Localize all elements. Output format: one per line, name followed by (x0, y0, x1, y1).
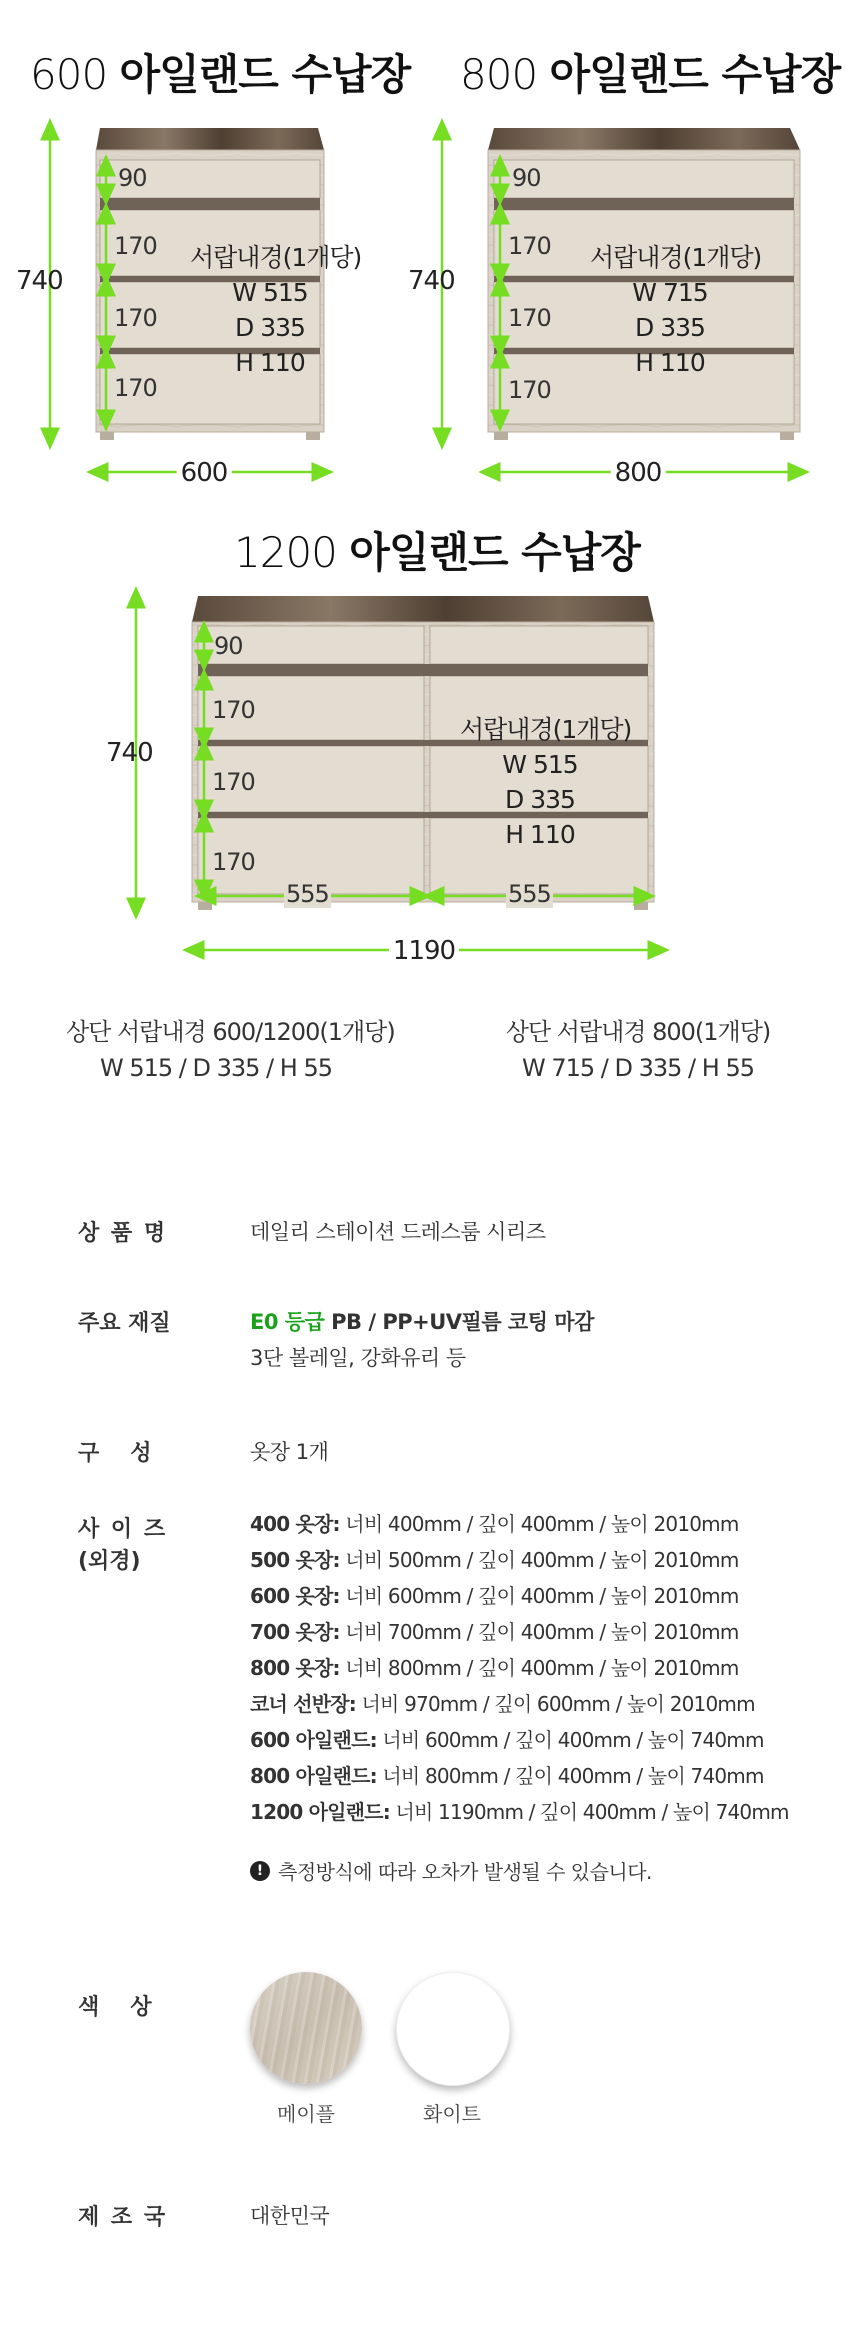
unit-1200-inner-dims (460, 712, 632, 852)
unit-800-inner-d: D 335 (635, 313, 705, 342)
unit-800-height-label: 740 (408, 266, 455, 296)
spec-value-product-name: 데일리 스테이션 드레스룸 시리즈 (250, 1220, 546, 1244)
unit-800-drawer-4-height: 170 (508, 376, 551, 404)
size-row: 700 옷장: 너비 700mm / 깊이 400mm / 높이 2010mm (250, 1620, 739, 1644)
spec-label-size-sub: (외경) (78, 1549, 141, 1574)
unit-800-drawer-2-height: 170 (508, 232, 551, 260)
unit-600-width-label: 600 (177, 458, 232, 488)
exclamation-icon: ! (250, 1861, 270, 1881)
unit-1200-drawer-2-height: 170 (212, 696, 255, 724)
unit-800-size: 800 (460, 50, 538, 99)
top-drawer-info-1-dims: W 515 / D 335 / H 55 (100, 1054, 332, 1082)
unit-1200-inner-w: W 515 (502, 750, 578, 779)
size-row: 600 옷장: 너비 600mm / 깊이 400mm / 높이 2010mm (250, 1584, 739, 1608)
material-grade-highlight: E0 등급 (250, 1310, 325, 1334)
color-label-white: 화이트 (423, 2102, 481, 2126)
unit-800-title (460, 42, 840, 102)
unit-600-inner-h: H 110 (235, 348, 305, 377)
unit-600-inner-title: 서랍내경(1개당) (190, 243, 362, 272)
spec-label-origin: 제 조 국 (78, 2205, 168, 2230)
unit-600-inner-dims (190, 240, 362, 380)
unit-600-title (30, 42, 410, 102)
unit-800-name: 아일랜드 수납장 (549, 50, 841, 99)
unit-1200-width-label: 1190 (389, 936, 459, 966)
unit-1200-title (234, 520, 640, 580)
unit-800-inner-h: H 110 (635, 348, 705, 377)
unit-1200-name: 아일랜드 수납장 (349, 528, 640, 577)
unit-600-drawer-3-height: 170 (114, 304, 157, 332)
spec-label-size: 사 이 즈 (78, 1517, 168, 1542)
unit-1200-right-column-width: 555 (508, 880, 551, 908)
unit-800-inner-title: 서랍내경(1개당) (590, 243, 762, 272)
size-row: 400 옷장: 너비 400mm / 깊이 400mm / 높이 2010mm (250, 1512, 739, 1536)
unit-800-drawer-1-height: 90 (512, 164, 541, 192)
unit-600-inner-w: W 515 (232, 278, 308, 307)
size-row: 1200 아일랜드: 너비 1190mm / 깊이 400mm / 높이 740mm (250, 1800, 789, 1824)
spec-label-material: 주요 재질 (78, 1311, 171, 1336)
size-row: 800 아일랜드: 너비 800mm / 깊이 400mm / 높이 740mm (250, 1764, 764, 1788)
size-row: 800 옷장: 너비 800mm / 깊이 400mm / 높이 2010mm (250, 1656, 739, 1680)
unit-1200-drawer-3-height: 170 (212, 768, 255, 796)
spec-label-color: 색 상 (78, 1995, 154, 2020)
size-row: 500 옷장: 너비 500mm / 깊이 400mm / 높이 2010mm (250, 1548, 739, 1572)
unit-1200-height-label: 740 (106, 738, 153, 768)
spec-value-origin: 대한민국 (250, 2204, 330, 2228)
size-row: 600 아일랜드: 너비 600mm / 깊이 400mm / 높이 740mm (250, 1728, 764, 1752)
spec-label-composition: 구 성 (78, 1441, 154, 1466)
spec-value-material-line2: 3단 볼레일, 강화유리 등 (250, 1346, 466, 1370)
unit-1200-drawer-1-height: 90 (214, 632, 243, 660)
unit-800-inner-dims (590, 240, 762, 380)
unit-600-height-label: 740 (16, 266, 63, 296)
unit-600-name: 아일랜드 수납장 (119, 50, 411, 99)
spec-value-material-line1 (250, 1306, 594, 1336)
unit-600-inner-d: D 335 (235, 313, 305, 342)
unit-1200-size: 1200 (234, 528, 337, 577)
color-label-maple: 메이플 (277, 2102, 335, 2126)
color-swatch-white[interactable] (396, 1972, 510, 2086)
unit-800-width-label: 800 (611, 458, 666, 488)
unit-1200-left-column-width: 555 (286, 880, 329, 908)
material-line1-rest: PB / PP+UV필름 코팅 마감 (324, 1310, 594, 1334)
unit-1200-inner-h: H 110 (505, 820, 575, 849)
unit-600-drawer-2-height: 170 (114, 232, 157, 260)
unit-1200-inner-title: 서랍내경(1개당) (460, 715, 632, 744)
size-list (250, 1506, 789, 1830)
unit-800-inner-w: W 715 (632, 278, 708, 307)
unit-600-size: 600 (30, 50, 108, 99)
color-swatch-maple[interactable] (250, 1972, 362, 2084)
diagrams-svg (0, 0, 860, 1000)
top-drawer-info-600-1200 (66, 1014, 395, 1086)
unit-800-drawer-3-height: 170 (508, 304, 551, 332)
top-drawer-info-1-title: 상단 서랍내경 600/1200(1개당) (66, 1018, 395, 1046)
size-note-text: 측정방식에 따라 오차가 발생될 수 있습니다. (278, 1860, 652, 1884)
top-drawer-info-2-title: 상단 서랍내경 800(1개당) (505, 1018, 771, 1046)
size-row: 코너 선반장: 너비 970mm / 깊이 600mm / 높이 2010mm (250, 1692, 755, 1716)
top-drawer-info-2-dims: W 715 / D 335 / H 55 (522, 1054, 754, 1082)
size-note (250, 1856, 652, 1885)
unit-600-drawer-4-height: 170 (114, 374, 157, 402)
unit-1200-drawer-4-height: 170 (212, 848, 255, 876)
spec-value-composition: 옷장 1개 (250, 1440, 329, 1464)
spec-label-product-name: 상 품 명 (78, 1221, 168, 1246)
top-drawer-info-800 (488, 1014, 788, 1086)
unit-600-drawer-1-height: 90 (118, 164, 147, 192)
unit-1200-inner-d: D 335 (505, 785, 575, 814)
